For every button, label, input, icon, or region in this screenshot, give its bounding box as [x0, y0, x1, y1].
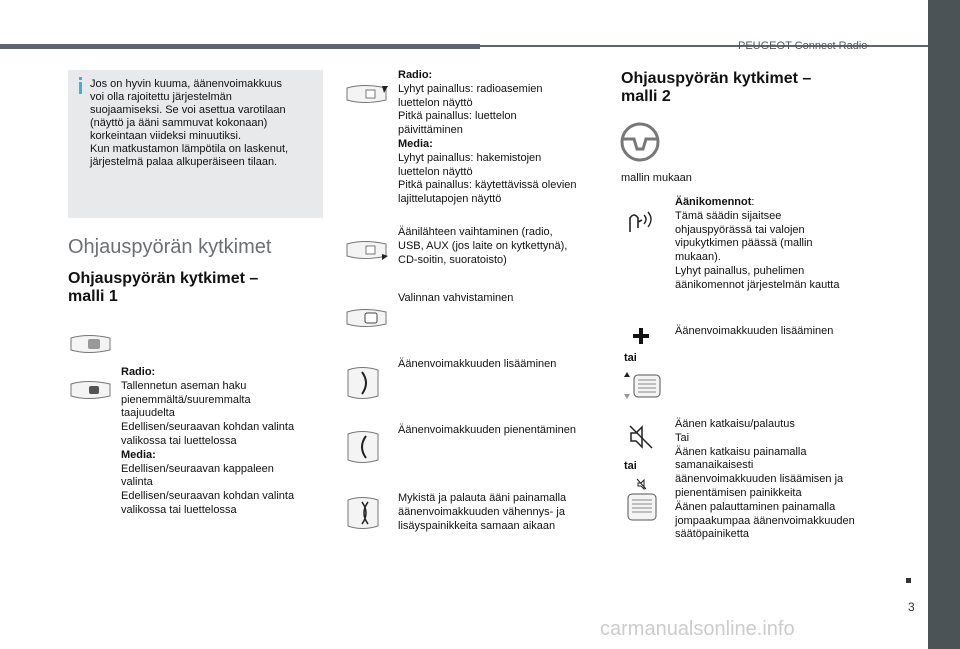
stalk-confirm-icon [344, 304, 390, 332]
model1-media-label: Media: [121, 448, 156, 461]
model2-voice-block: Äänikomennot: Tämä säädin sijaitsee ohjauspyörässä tai valojen vipukytkimen päässä (mallin mukaan). Lyhyt painallus, puhelimen äänikomennot järjestelmän kautta [675, 196, 840, 291]
page-number: 3 [908, 600, 915, 614]
model1-stalk-icon [68, 330, 114, 358]
model1-radio-text: Tallennetun aseman haku pienemmältä/suuremmalta taajuudelta Edellisen/seuraavan kohdan valinta valikossa tai luettelossa [121, 379, 295, 447]
header-title: PEUGEOT Connect Radio [738, 40, 868, 52]
col2-volume-down-text: Äänenvoimakkuuden pienentäminen [398, 424, 576, 436]
header-bar [0, 44, 480, 49]
col2-radio-label: Radio: [398, 69, 433, 81]
col2-radio-text: Lyhyt painallus: radioasemien luettelon näyttö Pitkä painallus: luettelon päivittäminen [398, 82, 543, 137]
model1-heading: Ohjauspyörän kytkimet – malli 1 [68, 270, 259, 305]
col2-media-label: Media: [398, 137, 433, 150]
right-sidebar [928, 0, 960, 649]
voice-command-icon [624, 206, 658, 236]
or-label-2: tai [624, 460, 637, 472]
page-marker [906, 578, 911, 583]
model2-variant-text: mallin mukaan [621, 172, 692, 184]
model2-volume-up-text: Äänenvoimakkuuden lisääminen [675, 325, 834, 337]
col2-source-text: Äänilähteen vaihtaminen (radio, USB, AUX (jos laite on kytkettynä), CD-soitin, suoratoisto) [398, 226, 568, 266]
watermark: carmanualsonline.info [600, 618, 795, 640]
col2-confirm-text: Valinnan vahvistaminen [398, 292, 514, 304]
note-text: Jos on hyvin kuuma, äänenvoimakkuus voi olla rajoitettu järjestelmän suojaamiseksi. Se voi asettua varotilaan (näyttö ja ääni sammuvat kokonaan) korkeintaan viideksi minuutiksi. Kun matkustamon lämpötila on laskenut, järjestelmä palaa alkuperäiseen tilaan. [90, 78, 289, 168]
plus-icon [633, 328, 649, 344]
stalk-list-icon [344, 80, 390, 108]
info-icon-bar [79, 82, 82, 94]
or-label-1: tai [624, 352, 637, 364]
model2-heading: Ohjauspyörän kytkimet – malli 2 [621, 70, 812, 105]
stalk-volume-up-icon [344, 364, 384, 402]
model1-media-text: Edellisen/seuraavan kappaleen valinta Edellisen/seuraavan kohdan valinta valikossa tai luettelossa [121, 462, 295, 516]
stalk-source-icon [344, 236, 390, 264]
stalk-volume-down-icon [344, 428, 384, 466]
voice-label: Äänikomennot [675, 196, 752, 208]
model1-stalk-radio-icon [68, 376, 114, 404]
info-icon [79, 77, 82, 80]
col2-description [398, 69, 608, 207]
col2-mute-text: Mykistä ja palauta ääni painamalla äänenvoimakkuuden vähennys- ja lisäyspainikkeita samaan aikaan [398, 492, 567, 532]
stalk-mute-icon [344, 494, 384, 532]
wheel-mute-icon [624, 478, 660, 524]
section-title: Ohjauspyörän kytkimet [68, 236, 272, 258]
wheel-volume-up-icon [620, 372, 664, 400]
mute-speaker-icon [628, 424, 654, 450]
model2-mute-text: Äänen katkaisu/palautus Tai Äänen katkaisu painamalla samanaikaisesti äänenvoimakkuuden lisäämisen ja pienentämisen painikkeita Äänen palauttaminen painamalla jompaakumpaa äänenvoimakkuuden säätöpainiketta [675, 418, 855, 541]
model1-description [121, 366, 321, 518]
col2-volume-up-text: Äänenvoimakkuuden lisääminen [398, 358, 557, 370]
model1-radio-label: Radio: [121, 366, 156, 378]
voice-text: Tämä säädin sijaitsee ohjauspyörässä tai valojen vipukytkimen päässä (mallin mukaan). Lyhyt painallus, puhelimen äänikomennot järjestelmän kautta [675, 209, 840, 291]
col2-media-text: Lyhyt painallus: hakemistojen luettelon näyttö Pitkä painallus: käytettävissä olevien lajittelutapojen näyttö [398, 151, 577, 206]
steering-wheel-icon [620, 122, 660, 162]
